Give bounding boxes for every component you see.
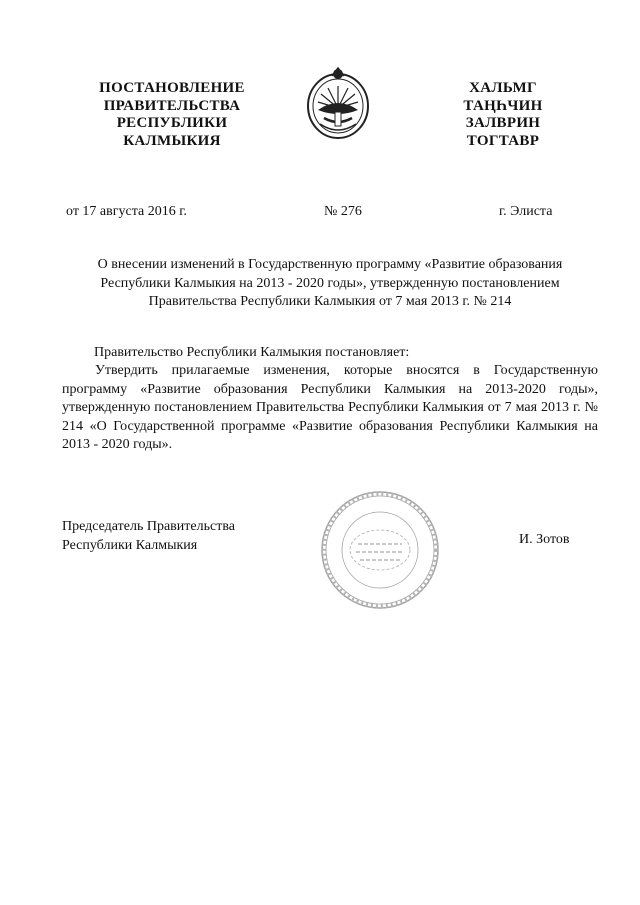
official-stamp-icon (318, 488, 442, 612)
document-subject (60, 256, 600, 312)
subject-line: Правительства Республики Калмыкия от 7 мая 2013 г. № 214 (148, 294, 512, 309)
header-left-line: КАЛМЫКИЯ (123, 132, 221, 149)
header-right-line: ЗАЛВРИН (465, 115, 541, 131)
signatory-title (62, 518, 235, 555)
header-left-line: ПРАВИТЕЛЬСТВА (103, 97, 241, 114)
resolution-text: Утвердить прилагаемые изменения, которые вносятся в Государственную программу «Развитие образования Республики Калмыкия на 2013-2020 годы», утвержденную постановлением Правительства Республики Калмыкия от 7 мая 2013 г. № 214 «О Государственной программе «Развитие образования Республики Калмыкия на 2013 - 2020 годы». (62, 363, 598, 452)
document-number: № 276 (324, 204, 362, 219)
header-right-line: ТАҢҺЧИН (463, 97, 543, 114)
header-right-title (448, 80, 558, 150)
coat-of-arms-icon (302, 64, 374, 142)
header-right-line: ХАЛЬМГ (469, 80, 537, 96)
document-date: от 17 августа 2016 г. (66, 204, 187, 219)
signatory-title-line: Республики Калмыкия (62, 537, 198, 553)
header-left-title (92, 80, 252, 150)
header-left-line: РЕСПУБЛИКИ (116, 115, 228, 131)
subject-line: О внесении изменений в Государственную программу «Развитие образования (97, 257, 563, 272)
signatory-name: И. Зотов (519, 532, 570, 547)
subject-line: Республики Калмыкия на 2013 - 2020 годы», утвержденную постановлением (100, 275, 560, 291)
resolution-intro: Правительство Республики Калмыкия постановляет: (94, 345, 410, 360)
header-right-line: ТОГТАВР (466, 132, 540, 149)
document-city: г. Элиста (499, 204, 553, 219)
signatory-title-line: Председатель Правительства (62, 519, 235, 534)
header-left-line: ПОСТАНОВЛЕНИЕ (99, 80, 245, 96)
